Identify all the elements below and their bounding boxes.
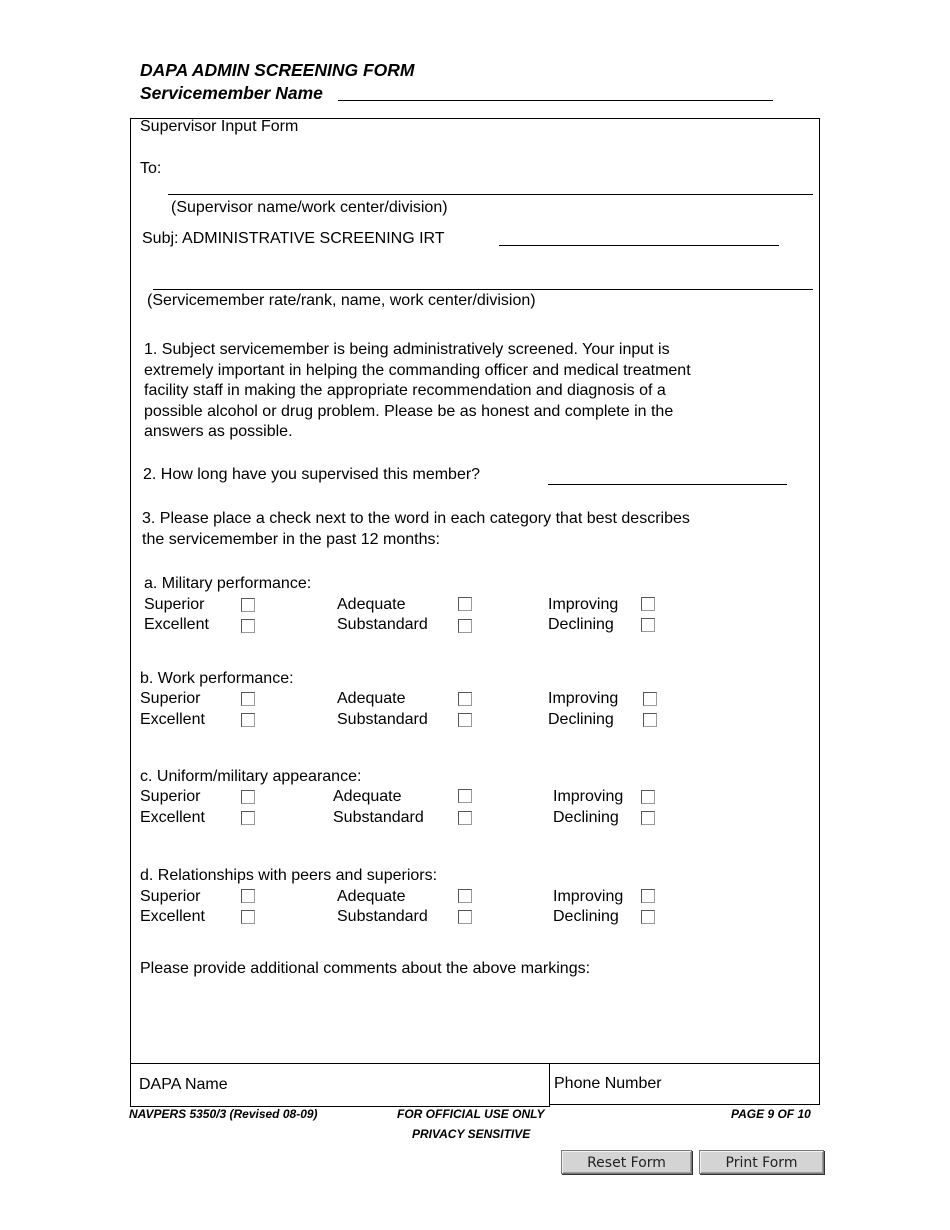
subj-field[interactable] xyxy=(499,245,779,246)
checkbox-relationships-improving[interactable] xyxy=(641,889,655,903)
option-label: Substandard xyxy=(333,809,424,826)
checkbox-uniform-adequate[interactable] xyxy=(458,789,472,803)
dapa-name-label: DAPA Name xyxy=(139,1076,228,1093)
checkbox-military-improving[interactable] xyxy=(641,597,655,611)
option-label: Excellent xyxy=(140,809,205,826)
checkbox-relationships-declining[interactable] xyxy=(641,910,655,924)
page-number: PAGE 9 OF 10 xyxy=(731,1107,811,1121)
option-label: Declining xyxy=(548,711,614,728)
comments-field[interactable] xyxy=(140,985,810,1055)
form-heading: Supervisor Input Form xyxy=(140,118,299,135)
checkbox-relationships-excellent[interactable] xyxy=(241,910,255,924)
checkbox-work-improving[interactable] xyxy=(643,692,657,706)
option-label: Adequate xyxy=(337,690,406,707)
checkbox-uniform-substandard[interactable] xyxy=(458,811,472,825)
checkbox-relationships-superior[interactable] xyxy=(241,889,255,903)
subj-label: Subj: ADMINISTRATIVE SCREENING IRT xyxy=(142,230,445,247)
option-label: Declining xyxy=(553,908,619,925)
comments-label: Please provide additional comments about the above markings: xyxy=(140,960,591,977)
category-title: a. Military performance: xyxy=(144,575,312,592)
member-field[interactable] xyxy=(153,289,813,290)
option-label: Superior xyxy=(140,690,201,707)
paragraph-1: 1. Subject servicemember is being administratively screened. Your input is extremely important in helping the commanding officer and medical treatment facility staff in making the appropriate recommendation and diagnosis of a possible alcohol or drug problem. Please be as honest and complete in the answers as possible. xyxy=(144,341,691,441)
to-field[interactable] xyxy=(168,194,813,195)
option-label: Substandard xyxy=(337,616,428,633)
option-label: Declining xyxy=(548,616,614,633)
option-label: Improving xyxy=(548,596,619,613)
option-label: Superior xyxy=(140,888,201,905)
checkbox-uniform-declining[interactable] xyxy=(641,811,655,825)
checkbox-uniform-excellent[interactable] xyxy=(241,811,255,825)
category-title: b. Work performance: xyxy=(140,670,294,687)
member-hint: (Servicemember rate/rank, name, work center/division) xyxy=(147,292,536,309)
privacy-notice: PRIVACY SENSITIVE xyxy=(412,1127,531,1141)
checkbox-relationships-adequate[interactable] xyxy=(458,889,472,903)
servicemember-name-field[interactable] xyxy=(338,100,773,101)
phone-number-label: Phone Number xyxy=(554,1075,662,1092)
option-label: Improving xyxy=(548,690,619,707)
option-label: Improving xyxy=(553,888,624,905)
option-label: Adequate xyxy=(337,888,406,905)
checkbox-work-adequate[interactable] xyxy=(458,692,472,706)
checkbox-military-substandard[interactable] xyxy=(458,619,472,633)
supervisor-hint: (Supervisor name/work center/division) xyxy=(171,199,448,216)
to-label: To: xyxy=(140,160,162,177)
option-label: Superior xyxy=(140,788,201,805)
question-3: 3. Please place a check next to the word in each category that best describes the servicemember in the past 12 months: xyxy=(142,510,690,548)
option-label: Excellent xyxy=(144,616,209,633)
category-title: c. Uniform/military appearance: xyxy=(140,768,362,785)
option-label: Excellent xyxy=(140,908,205,925)
option-label: Adequate xyxy=(333,788,402,805)
dapa-name-field[interactable] xyxy=(130,1063,550,1107)
checkbox-military-declining[interactable] xyxy=(641,618,655,632)
question-2: 2. How long have you supervised this member? xyxy=(143,466,481,483)
option-label: Improving xyxy=(553,788,624,805)
supervised-duration-field[interactable] xyxy=(548,484,787,485)
checkbox-military-excellent[interactable] xyxy=(241,619,255,633)
checkbox-military-adequate[interactable] xyxy=(458,597,472,611)
checkbox-uniform-improving[interactable] xyxy=(641,790,655,804)
option-label: Superior xyxy=(144,596,205,613)
form-id: NAVPERS 5350/3 (Revised 08-09) xyxy=(129,1107,318,1121)
form-title: DAPA ADMIN SCREENING FORM xyxy=(140,60,415,80)
servicemember-name-label: Servicemember Name xyxy=(140,83,323,103)
checkbox-work-excellent[interactable] xyxy=(241,713,255,727)
print-form-button[interactable]: Print Form xyxy=(699,1150,824,1174)
phone-number-field[interactable] xyxy=(549,1063,820,1105)
option-label: Substandard xyxy=(337,711,428,728)
option-label: Substandard xyxy=(337,908,428,925)
checkbox-work-declining[interactable] xyxy=(643,713,657,727)
option-label: Adequate xyxy=(337,596,406,613)
official-use-notice: FOR OFFICIAL USE ONLY xyxy=(397,1107,545,1121)
checkbox-work-substandard[interactable] xyxy=(458,713,472,727)
category-title: d. Relationships with peers and superiors: xyxy=(140,867,438,884)
checkbox-military-superior[interactable] xyxy=(241,598,255,612)
option-label: Declining xyxy=(553,809,619,826)
checkbox-uniform-superior[interactable] xyxy=(241,790,255,804)
checkbox-work-superior[interactable] xyxy=(241,692,255,706)
checkbox-relationships-substandard[interactable] xyxy=(458,910,472,924)
reset-form-button[interactable]: Reset Form xyxy=(561,1150,692,1174)
option-label: Excellent xyxy=(140,711,205,728)
